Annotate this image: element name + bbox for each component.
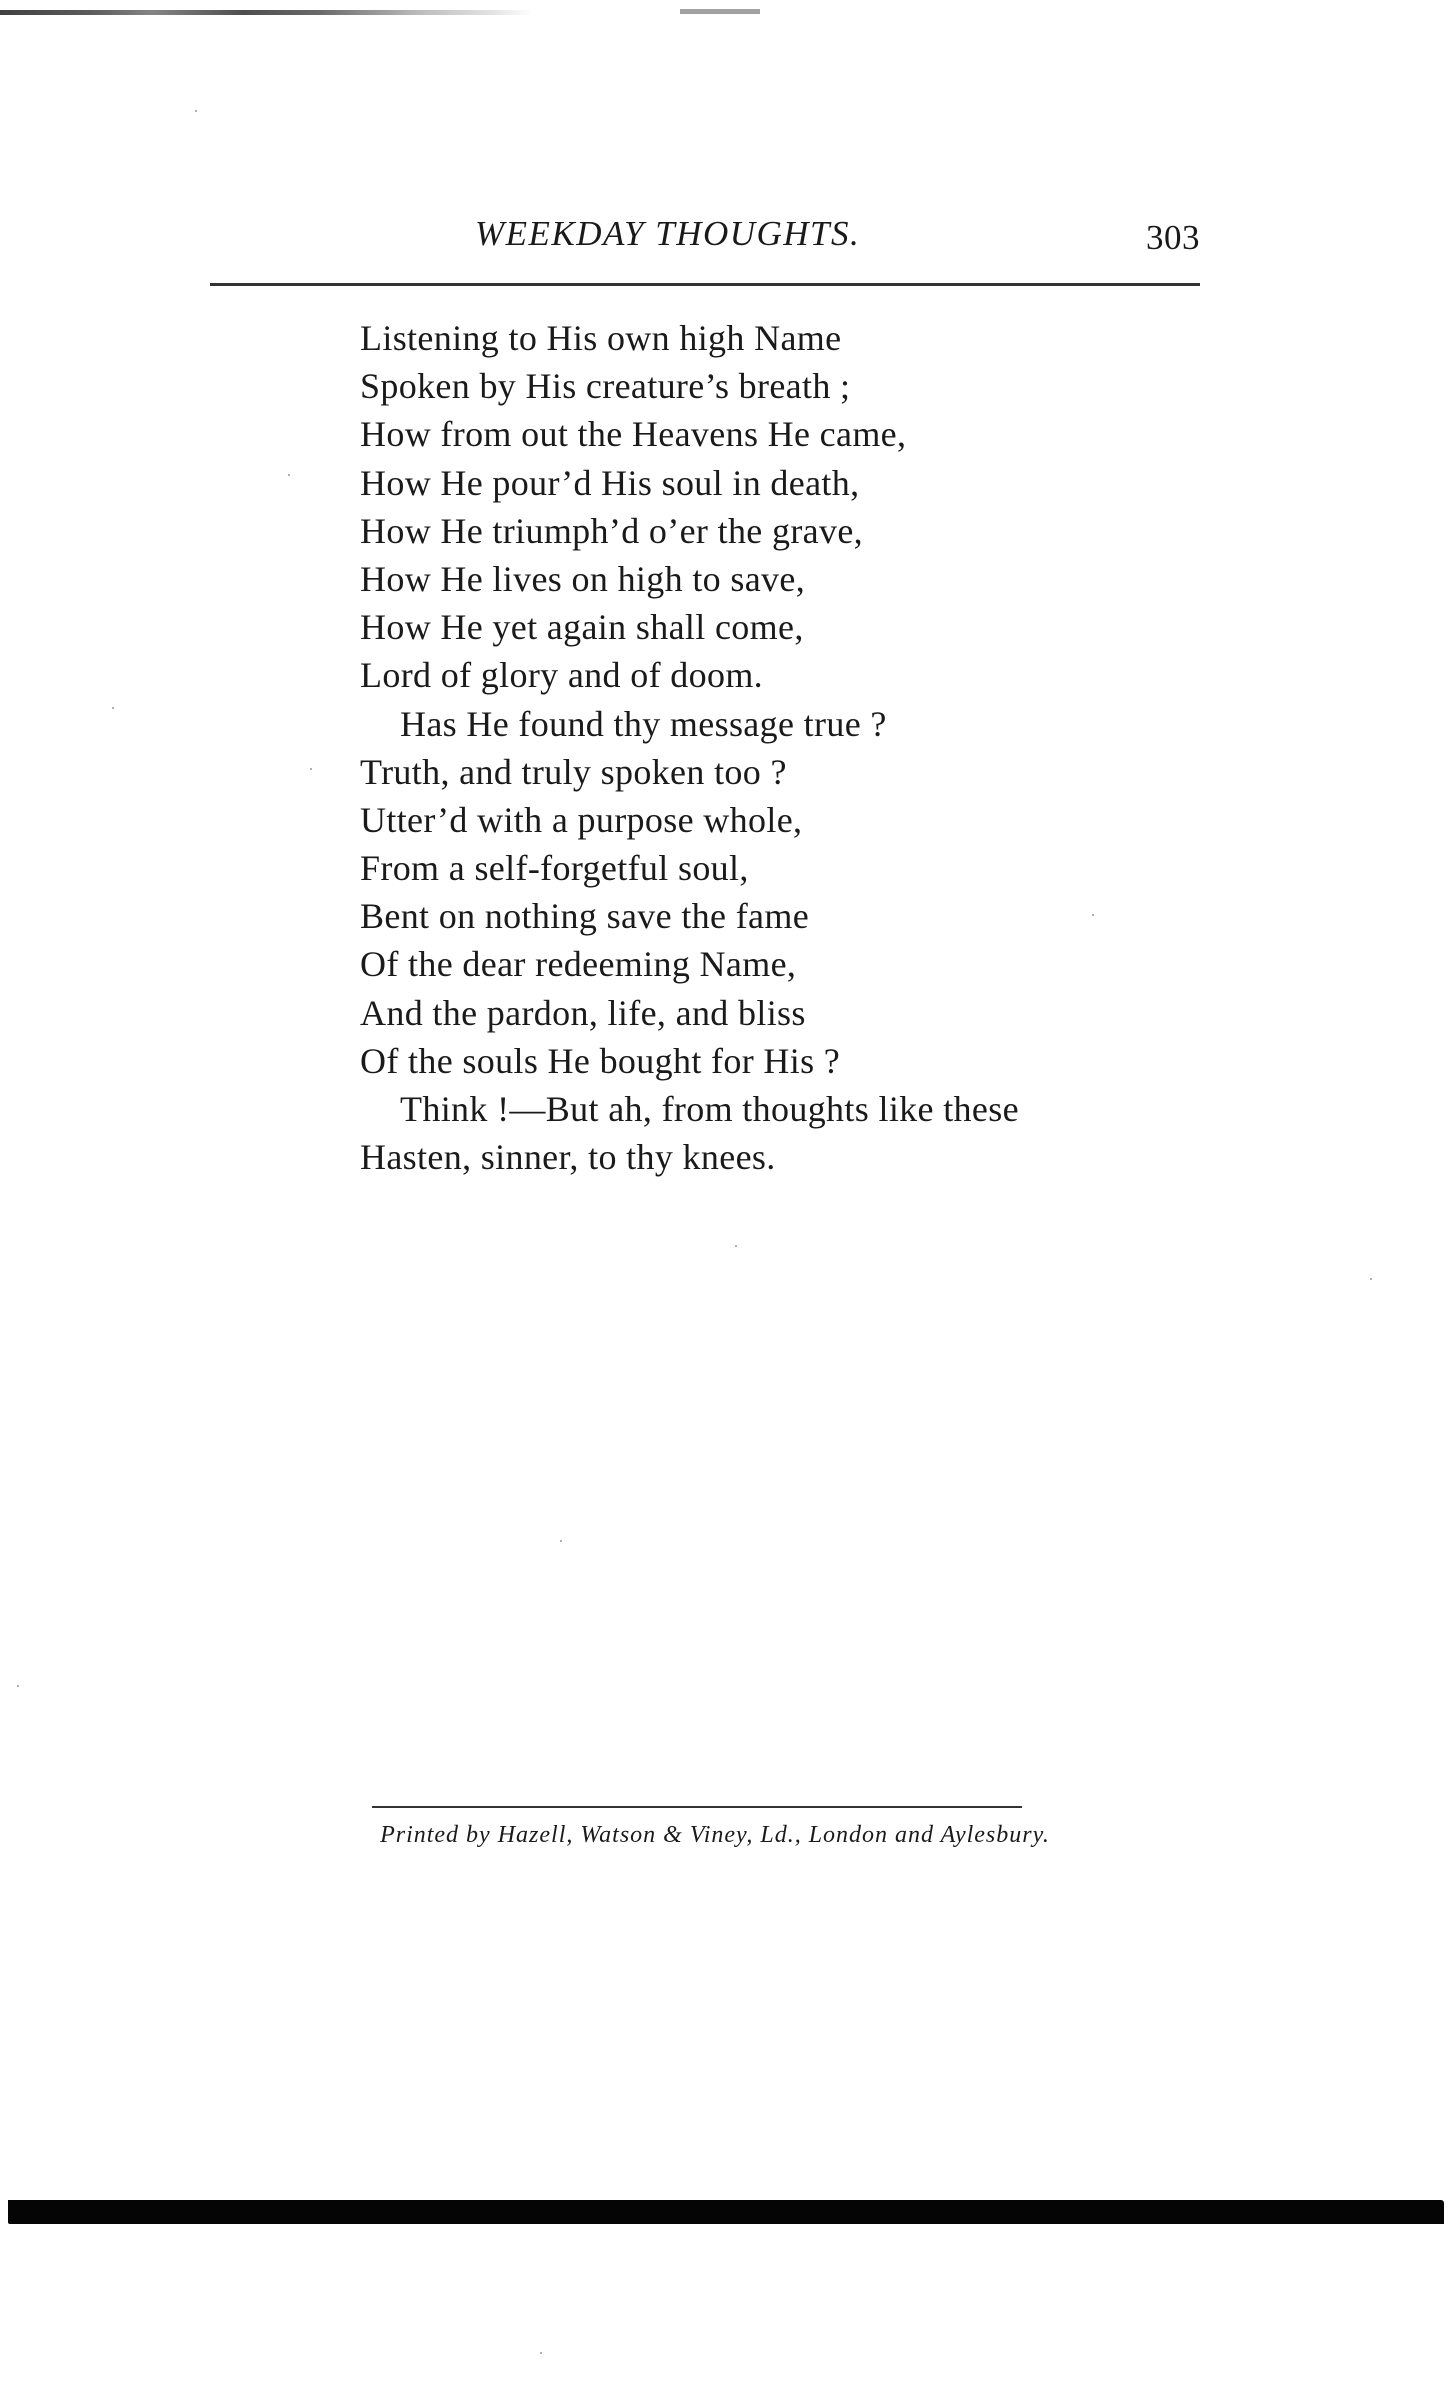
poem-line: Spoken by His creature’s breath ; <box>360 366 851 407</box>
poem-line: Truth, and truly spoken too ? <box>360 751 787 792</box>
poem-line: Listening to His own high Name <box>360 318 842 358</box>
poem-line: Bent on nothing save the fame <box>360 896 810 937</box>
poem-line: How from out the Heavens He came, <box>360 414 907 455</box>
poem-line: From a self-forgetful soul, <box>360 848 749 889</box>
paper-speck <box>735 1245 737 1247</box>
poem-line: And the pardon, life, and bliss <box>360 992 806 1033</box>
paper-speck <box>560 1540 562 1542</box>
paper-speck <box>1092 914 1094 916</box>
running-title: WEEKDAY THOUGHTS. <box>475 214 861 253</box>
paper-speck <box>540 2352 542 2354</box>
poem-line: Of the dear redeeming Name, <box>360 944 797 985</box>
poem-line: Hasten, sinner, to thy knees. <box>360 1137 776 1178</box>
paper-speck <box>310 768 312 770</box>
poem-text <box>360 314 1220 1181</box>
scan-bottom-bar <box>8 2200 1444 2224</box>
imprint-rule <box>372 1806 1022 1808</box>
header-rule <box>210 283 1200 286</box>
poem-line-stanza-start: Think !—But ah, from thoughts like these <box>400 1089 1019 1129</box>
poem-line: Utter’d with a purpose whole, <box>360 799 803 840</box>
paper-speck <box>112 707 114 709</box>
poem-line: How He pour’d His soul in death, <box>360 462 860 503</box>
page-header <box>210 210 1200 280</box>
poem-line-stanza-start: Has He found thy message true ? <box>400 703 887 744</box>
printer-imprint: Printed by Hazell, Watson & Viney, Ld., London and Aylesbury. <box>380 1822 1050 1848</box>
poem-line: How He yet again shall come, <box>360 607 804 648</box>
scan-edge-mark <box>0 10 760 15</box>
paper-speck <box>288 474 290 476</box>
paper-speck <box>195 110 197 112</box>
paper-speck <box>17 1685 19 1687</box>
poem-line: How He triumph’d o’er the grave, <box>360 510 864 551</box>
poem-line: Lord of glory and of doom. <box>360 655 764 696</box>
scan-edge-mark-small <box>680 9 760 14</box>
poem-line: How He lives on high to save, <box>360 558 806 599</box>
page-number: 303 <box>1146 218 1200 257</box>
paper-speck <box>1370 1278 1372 1280</box>
poem-line: Of the souls He bought for His ? <box>360 1040 841 1081</box>
